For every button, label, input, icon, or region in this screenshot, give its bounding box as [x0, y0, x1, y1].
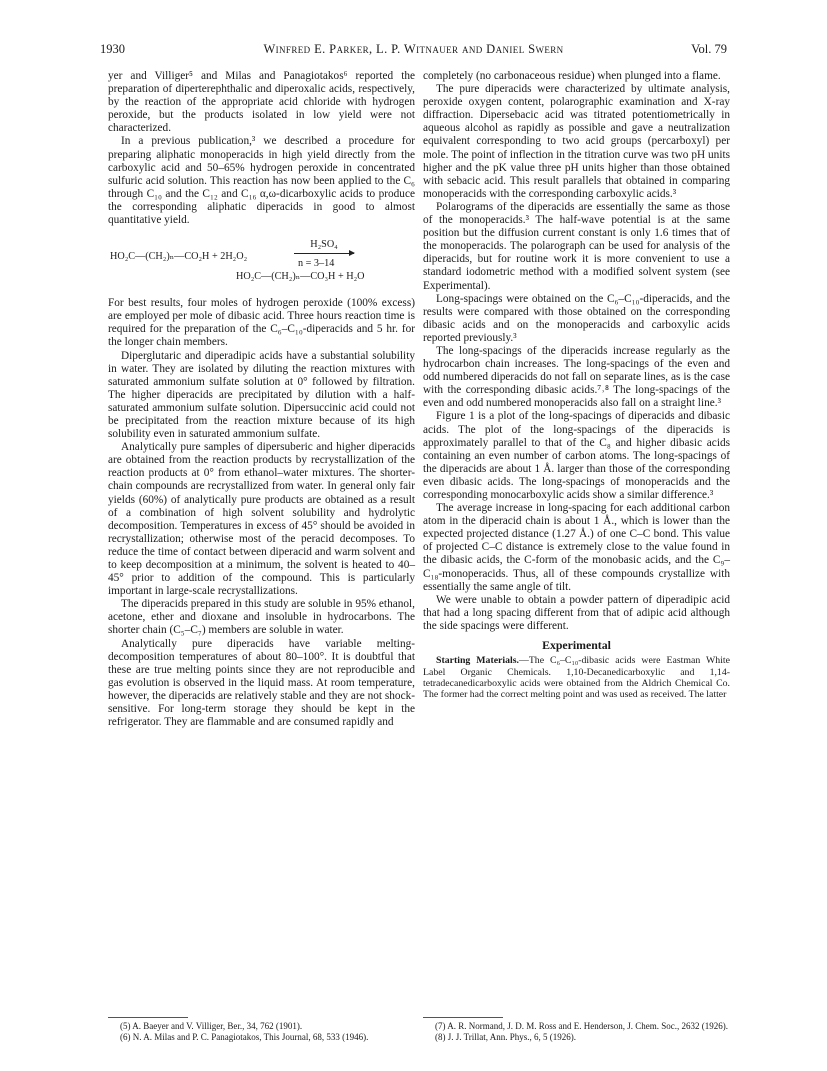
paragraph: Polarograms of the diperacids are essentially the same as those of the monoperacids.³ The half-wave potential is at the same position but the diffusion current constant is only 1.6 times that of the monoperacids. The polarograph can be used for analysis of the diperacids, but for routine work it is more convenient to use a standard iodometric method with a modified solvent system (see Experimental). — [423, 200, 730, 292]
running-header-authors: Winfred E. Parker, L. P. Witnauer and Daniel Swern — [263, 42, 564, 56]
equation-catalyst: H₂SO₄ — [310, 239, 338, 251]
paragraph — [423, 655, 730, 701]
volume-label: Vol. 79 — [691, 42, 727, 56]
footnotes-left — [108, 1021, 415, 1043]
paragraph: Analytically pure samples of dipersuberic and higher diperacids are obtained from the reaction products by recrystallization of the reaction products at 0° from ethanol–water mixtures. The shorter-chain compounds are recrystallized from water. In general only fair yields (60%) of analytically pure products are obtained as a result of a combination of high solvent solubility and hydrolytic decomposition. Temperatures in excess of 45° should be avoided in recrystallization; otherwise most of the peracid decomposes. To reduce the time of contact between diperacid and warm solvent and to keep decomposition at a minimum, the solvent is heated to 40–45° prior to addition of the compound. This is particularly important in large-scale recrystallizations. — [108, 441, 415, 598]
paragraph: For best results, four moles of hydrogen peroxide (100% excess) are employed per mole of dibasic acid. Three hours reaction time is required for the preparation of the C₆–C₁₀-diperacids and 5 hr. for the longer chain members. — [108, 297, 415, 349]
paragraph: We were unable to obtain a powder pattern of diperadipic acid that had a long spacing different from that of adipic acid although the side spacings were different. — [423, 593, 730, 632]
experimental-section — [423, 655, 730, 701]
section-heading-experimental: Experimental — [542, 638, 611, 653]
paragraph: Analytically pure diperacids have variable melting-decomposition temperatures of about 80–100°. It is doubtful that these are true melting points since they are not reproducible and gas evolution is observed in the liquid mass. At room temperature, however, the diperacids are relatively stable and they are not shock-sensitive. For long-term storage they should be kept in the refrigerator. They are flammable and are consumed rapidly and — [108, 637, 415, 729]
right-column — [423, 70, 730, 701]
paragraph: The diperacids prepared in this study are soluble in 95% ethanol, acetone, ether and dioxane and insoluble in hydrocarbons. The shorter chain (C₅–C₇) members are soluble in water. — [108, 598, 415, 637]
footnote-rule — [423, 1017, 503, 1018]
paragraph: The average increase in long-spacing for each additional carbon atom in the diperacid chain is about 1 Å., which is lower than the expected projected distance (1.27 Å.) of one C–C bond. This value of projected C–C distance is extremely close to the value found in the dibasic acids, the C-form of the monobasic acids, and the C₉–C₁₈-monoperacids. Thus, all of these compounds crystallize with essentially the same angle of tilt. — [423, 502, 730, 593]
paragraph: completely (no carbonaceous residue) when plunged into a flame. — [423, 70, 721, 82]
footnote-rule — [108, 1017, 188, 1018]
paragraph-text: —The C₆–C₁₀-dibasic acids were Eastman White Label Organic Chemicals. 1,10-Decanedicarboxylic and 1,14-tetradecanedicarboxylic acids were obtained from the Aldrich Chemical Co. The former had the correct melting point and was used as received. The latter — [423, 655, 730, 701]
left-column — [108, 70, 415, 729]
paragraph: Figure 1 is a plot of the long-spacings of diperacids and dibasic acids. The plot of the long-spacings of the diperacids is approximately parallel to that of the C₈ and higher dibasic acids containing an even number of carbon atoms. The long-spacings of the diperacids are about 1 Å. larger than those of the corresponding even dibasic acids. The long-spacings of monoperacids and the corresponding monocarboxylic acids show a similar difference.³ — [423, 410, 730, 501]
reaction-arrow-icon — [294, 253, 354, 254]
paragraph: In a previous publication,³ we described a procedure for preparing aliphatic monoperacids in high yield directly from the carboxylic acid and 50–65% hydrogen peroxide in concentrated sulfuric acid solution. This reaction has now been applied to the C₆ through C₁₀ and the C₁₂ and C₁₆ α,ω-dicarboxylic acids to produce the corresponding aliphatic diperacids in good to almost quantitative yield. — [108, 135, 415, 227]
paragraph: Diperglutaric and diperadipic acids have a substantial solubility in water. They are isolated by diluting the reaction mixtures with saturated ammonium sulfate solution at 0° followed by filtration. The higher diperacids are precipitated by dilution with a half-saturated ammonium sulfate solution. Dipersuccinic acid could not be precipitated from the reaction mixture because of its high solubility even in saturated ammonium sulfate. — [108, 349, 415, 441]
run-in-heading: Starting Materials. — [436, 655, 520, 667]
footnote: (7) A. R. Normand, J. D. M. Ross and E. Henderson, J. Chem. Soc., 2632 (1926). — [435, 1021, 728, 1031]
paragraph: The pure diperacids were characterized by ultimate analysis, peroxide oxygen content, polarographic examination and X-ray diffraction. Dipersebacic acid was titrated potentiometrically in aqueous alcohol as rapidly as possible and gave a neutralization equivalent corresponding to two acid groups (percarboxyl) per mole. The point of inflection in the titration curve was two pH units higher and the pK value three pH units higher than those obtained with sebacic acid. This result parallels that obtained in comparing monoperacids with the corresponding carboxylic acids.³ — [423, 83, 730, 200]
running-header — [100, 42, 727, 58]
equation-products: HO₂C—(CH₂)ₙ—CO₃H + H₂O — [236, 271, 365, 283]
equation-condition: n = 3–14 — [298, 258, 335, 270]
page-number: 1930 — [100, 42, 125, 56]
footnote: (6) N. A. Milas and P. C. Panagiotakos, This Journal, 68, 533 (1946). — [120, 1032, 369, 1042]
footnote: (5) A. Baeyer and V. Villiger, Ber., 34, 762 (1901). — [120, 1021, 303, 1031]
reaction-equation — [108, 231, 415, 291]
paragraph: Long-spacings were obtained on the C₆–C₁₀-diperacids, and the results were compared with those obtained on the corresponding dibasic acids and on the monoperacids and carboxylic acids reported previously.³ — [423, 292, 730, 344]
footnote: (8) J. J. Trillat, Ann. Phys., 6, 5 (1926). — [435, 1032, 577, 1042]
equation-reactants: HO₂C—(CH₂)ₙ—CO₂H + 2H₂O₂ — [110, 251, 248, 263]
paragraph: The long-spacings of the diperacids increase regularly as the hydrocarbon chain increases. The long-spacings of the even and odd numbered diperacids do not fall on separate lines, as is the case with the corresponding dibasic acids.⁷˒⁸ The long-spacings of the even and odd numbered monoperacids also fall on a straight line.³ — [423, 344, 730, 410]
footnotes-right — [423, 1021, 730, 1043]
paragraph: yer and Villiger⁵ and Milas and Panagiotakos⁶ reported the preparation of diperterephthalic and diperoxalic acids, respectively, by the reaction of the appropriate acid chloride with hydrogen peroxide, but the products isolated in low yield were not characterized. — [108, 70, 415, 135]
